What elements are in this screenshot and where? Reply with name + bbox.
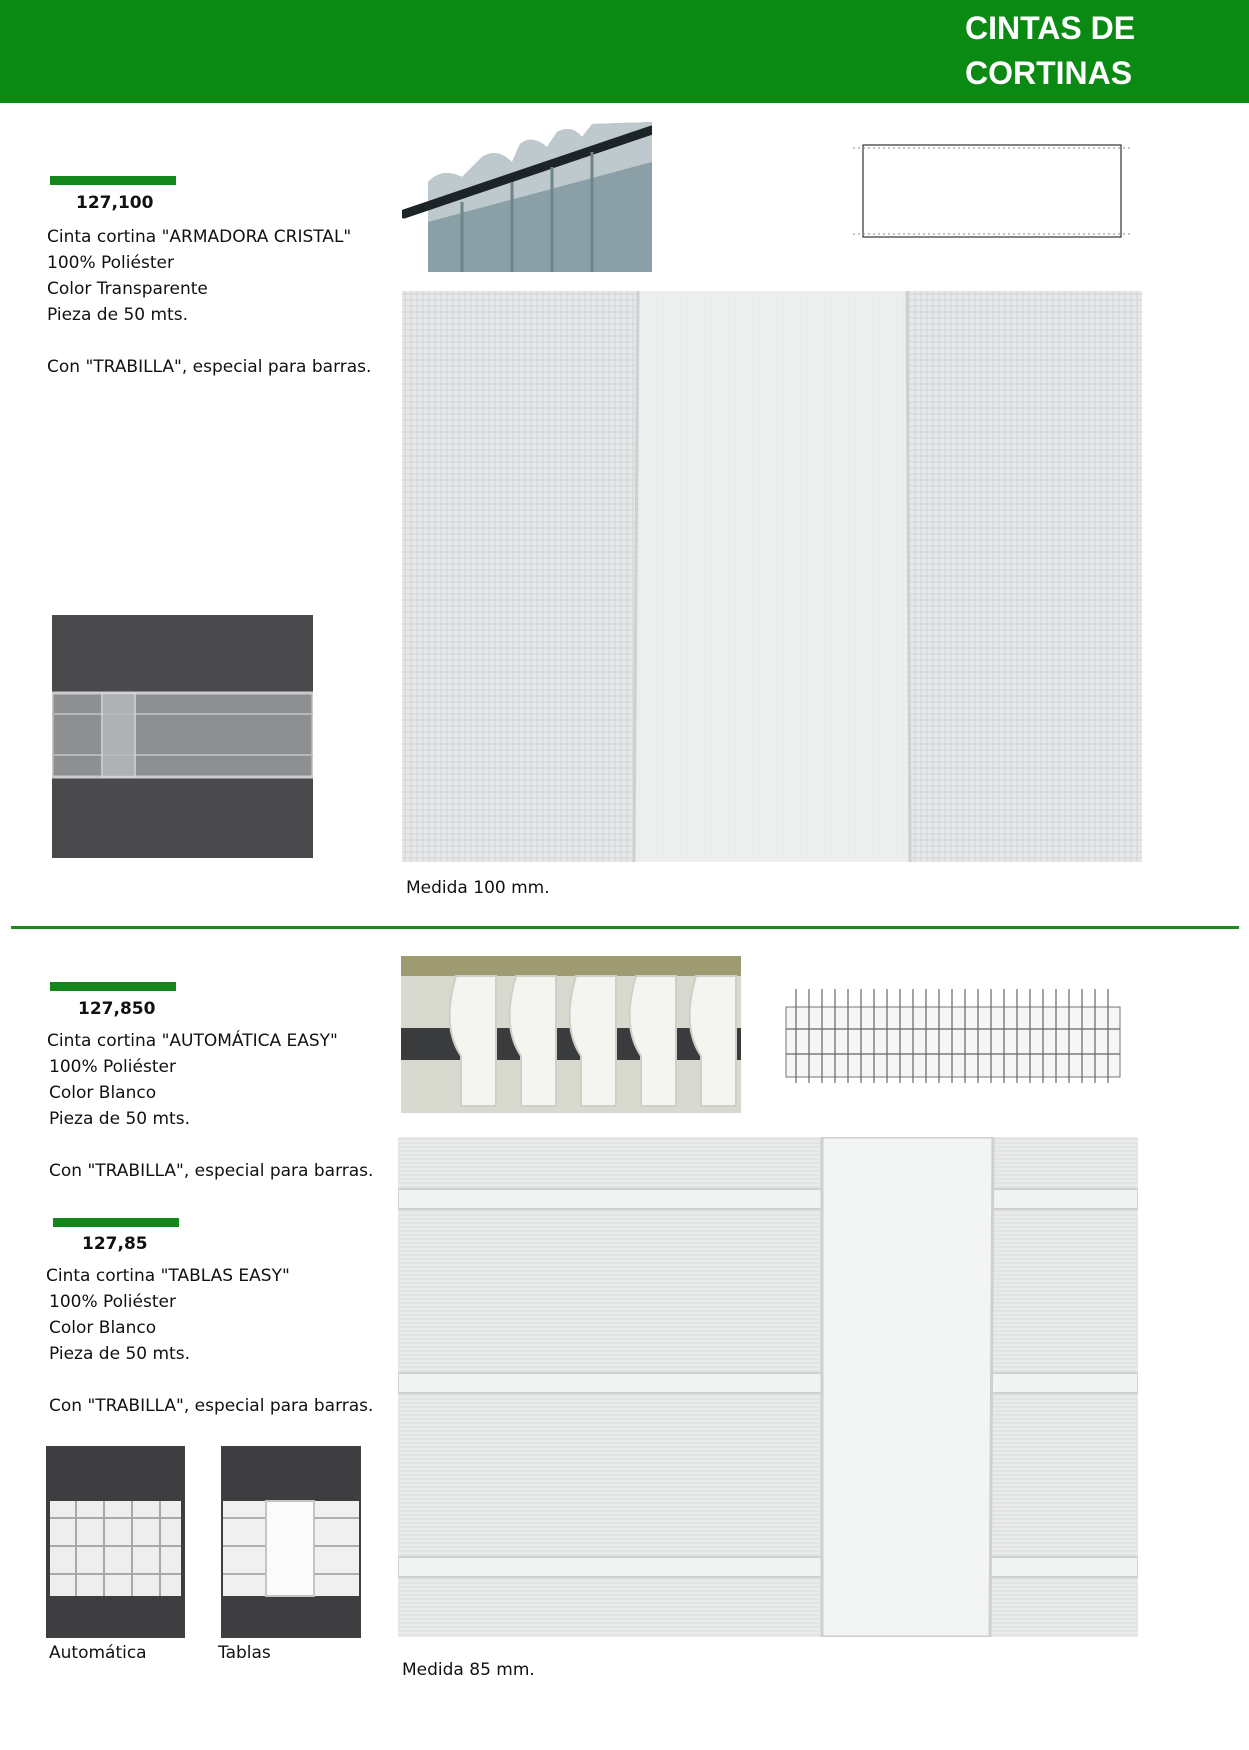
- product-material: 100% Poliéster: [49, 1057, 176, 1077]
- tape-closeup-photo: [402, 291, 1142, 862]
- product-color: Color Blanco: [49, 1083, 157, 1103]
- product-material: 100% Poliéster: [47, 253, 174, 273]
- product-note: Con "TRABILLA", especial para barras.: [47, 357, 372, 377]
- product-accent-bar: [50, 982, 176, 991]
- product-piece: Pieza de 50 mts.: [49, 1109, 190, 1129]
- product-code: 127,850: [78, 999, 156, 1019]
- product-code: 127,100: [76, 193, 154, 213]
- product-piece: Pieza de 50 mts.: [49, 1344, 190, 1364]
- measure-caption: Medida 85 mm.: [402, 1660, 535, 1680]
- product-note: Con "TRABILLA", especial para barras.: [49, 1161, 374, 1181]
- tablas-thumbnail: [221, 1446, 361, 1638]
- page-title-line1: CINTAS DE: [965, 10, 1136, 46]
- thumbnail-label-automatica: Automática: [49, 1643, 147, 1663]
- product-name: Cinta cortina "ARMADORA CRISTAL": [47, 227, 352, 247]
- product-name: Cinta cortina "TABLAS EASY": [46, 1266, 290, 1286]
- automatica-thumbnail: [46, 1446, 185, 1638]
- product-name: Cinta cortina "AUTOMÁTICA EASY": [47, 1031, 338, 1051]
- tape-diagram: [853, 140, 1131, 242]
- product-color: Color Transparente: [47, 279, 208, 299]
- section-divider: [11, 926, 1239, 929]
- page-title: [965, 6, 1225, 96]
- tape-closeup-photo: [398, 1137, 1138, 1637]
- pleated-curtain-photo: [401, 956, 741, 1113]
- product-spec: [47, 224, 371, 380]
- product-accent-bar: [53, 1218, 179, 1227]
- measure-caption: Medida 100 mm.: [406, 878, 550, 898]
- product-spec: [46, 1263, 373, 1419]
- curtain-rod-photo: [402, 122, 652, 272]
- product-color: Color Blanco: [49, 1318, 157, 1338]
- product-material: 100% Poliéster: [49, 1292, 176, 1312]
- product-accent-bar: [50, 176, 176, 185]
- page-title-line2: CORTINAS: [965, 55, 1133, 91]
- tape-pocket-diagram: [776, 979, 1130, 1100]
- product-note: Con "TRABILLA", especial para barras.: [49, 1396, 374, 1416]
- product-code: 127,85: [82, 1234, 148, 1254]
- product-spec: [47, 1028, 373, 1184]
- tape-loop-photo: [52, 615, 313, 858]
- product-piece: Pieza de 50 mts.: [47, 305, 188, 325]
- thumbnail-label-tablas: Tablas: [218, 1643, 271, 1663]
